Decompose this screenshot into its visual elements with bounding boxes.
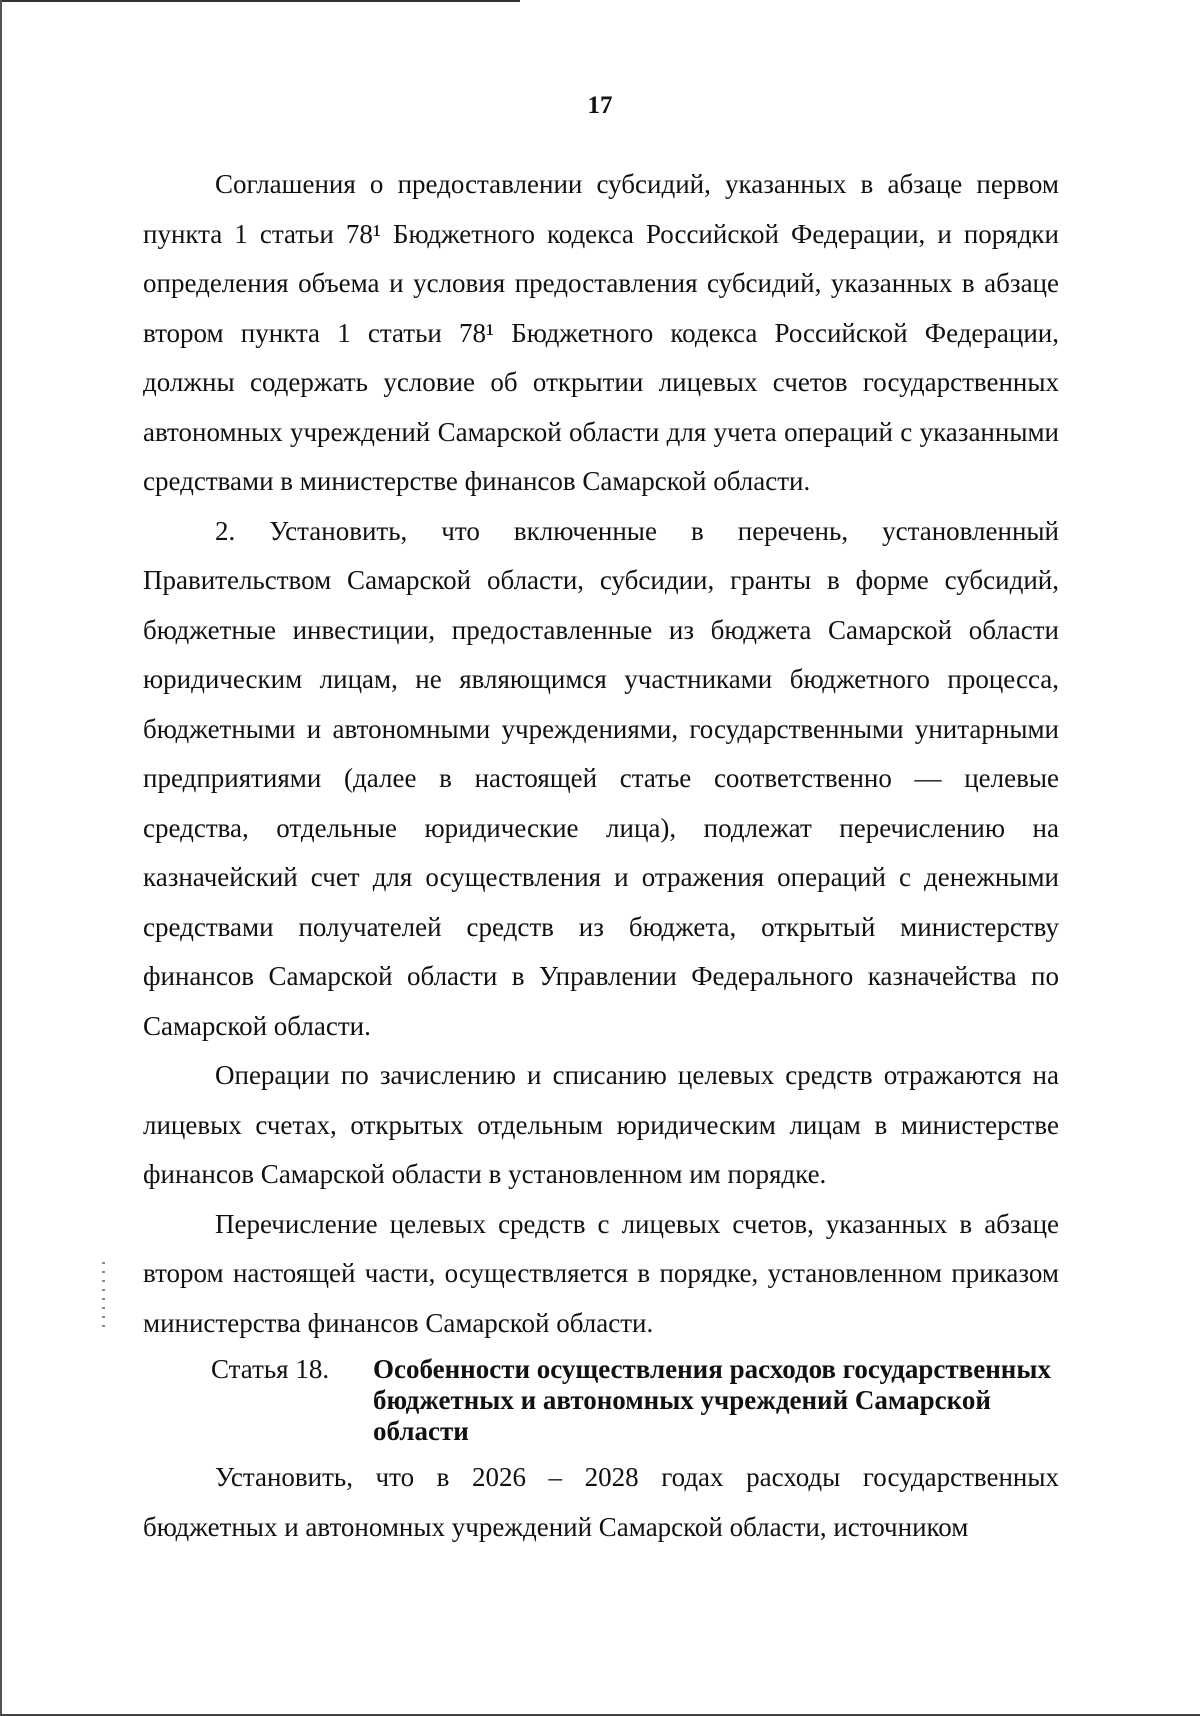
scan-border-top	[0, 0, 520, 2]
page-number: 17	[587, 92, 613, 119]
paragraph-item-2: 2. Установить, что включенные в перечень, установленный Правительством Самарской области, субсидии, гранты в форме субсидий, бюджетные инвестиции, предоставленные из бюджета Самарской области юридическим лицам, не являющимся участниками бюджетного процесса, бюджетными и автономными учреждениями, государственными унитарными предприятиями (далее в настоящей статье соответственно — целевые средства, отдельные юридические лица), подлежат перечислению на казначейский счет для осуществления и отражения операций с денежными средствами получателей средств из бюджета, открытый министерству финансов Самарской области в Управлении Федерального казначейства по Самарской области.	[143, 515, 1059, 1041]
article-title: Особенности осуществления расходов государственных бюджетных и автономных учреждений Самарской области	[373, 1354, 1051, 1446]
scan-border-left	[0, 0, 2, 1716]
paragraph-agreements: Соглашения о предоставлении субсидий, указанных в абзаце первом пункта 1 статьи 78¹ Бюджетного кодекса Российской Федерации, и порядки определения объема и условия предоставления субсидий, указанных в абзаце втором пункта 1 статьи 78¹ Бюджетного кодекса Российской Федерации, должны содержать условие об открытии лицевых счетов государственных автономных учреждений Самарской области для учета операций с указанными средствами в министерстве финансов Самарской области.	[143, 169, 1059, 496]
margin-scan-marks	[102, 1262, 105, 1332]
paragraph-transfer: Перечисление целевых средств с лицевых счетов, указанных в абзаце втором настоящей части, осуществляется в порядке, установленном приказом министерства финансов Самарской области.	[143, 1208, 1059, 1338]
document-body	[143, 160, 1059, 1552]
paragraph-article-18: Установить, что в 2026 – 2028 годах расходы государственных бюджетных и автономных учреждений Самарской области, источником	[143, 1462, 1059, 1542]
article-label: Статья 18.	[211, 1354, 330, 1384]
paragraph-operations: Операции по зачислению и списанию целевых средств отражаются на лицевых счетах, открытых отдельным юридическим лицам в министерстве финансов Самарской области в установленном им порядке.	[143, 1060, 1059, 1189]
article-heading	[211, 1354, 1059, 1447]
